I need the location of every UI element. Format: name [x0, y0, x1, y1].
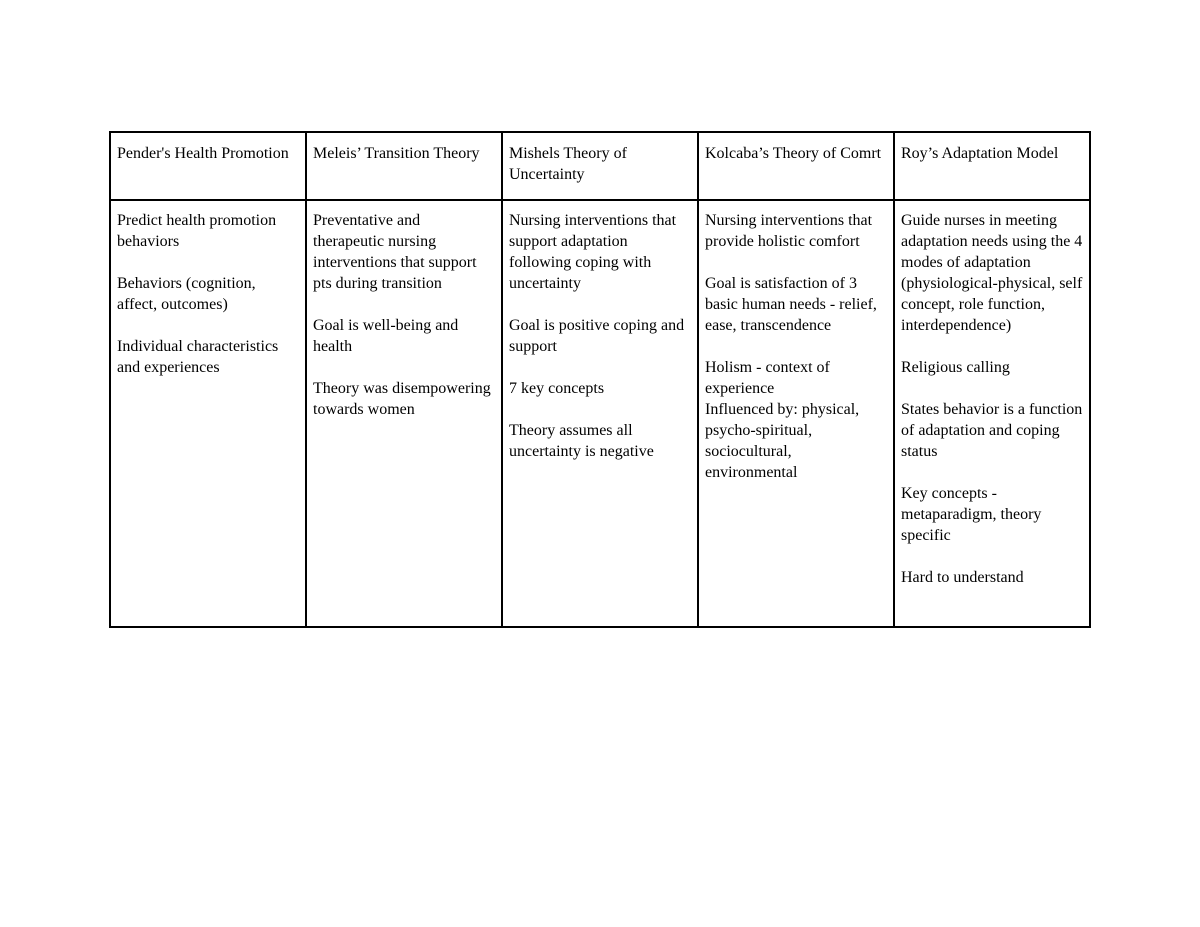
cell-paragraph: Goal is well-being and health	[313, 317, 459, 355]
cell-paragraph: Holism - context of experience	[705, 359, 830, 397]
header-cell-pender: Pender's Health Promotion	[110, 132, 306, 200]
cell-paragraph: Goal is positive coping and support	[509, 317, 685, 355]
body-cell-mishel	[502, 200, 698, 627]
cell-paragraph: Religious calling	[901, 359, 1010, 376]
cell-paragraph: Individual characteristics and experiences	[117, 338, 279, 376]
body-cell-kolcaba	[698, 200, 894, 627]
table-header-row	[110, 132, 1090, 200]
header-cell-roy: Roy’s Adaptation Model	[894, 132, 1090, 200]
cell-paragraph: Influenced by: physical, psycho-spiritual, sociocultural, environmental	[705, 401, 860, 481]
cell-paragraph: 7 key concepts	[509, 380, 605, 397]
cell-paragraph: Key concepts - metaparadigm, theory specific	[901, 485, 1042, 544]
header-cell-mishel: Mishels Theory of Uncertainty	[502, 132, 698, 200]
theories-table	[109, 131, 1091, 628]
cell-paragraph: States behavior is a function of adaptation and coping status	[901, 401, 1083, 460]
cell-paragraph: Nursing interventions that support adaptation following coping with uncertainty	[509, 212, 677, 292]
body-cell-meleis	[306, 200, 502, 627]
body-cell-pender	[110, 200, 306, 627]
cell-paragraph: Nursing interventions that provide holistic comfort	[705, 212, 873, 250]
cell-paragraph: Preventative and therapeutic nursing interventions that support pts during transition	[313, 212, 477, 292]
header-cell-kolcaba: Kolcaba’s Theory of Comrt	[698, 132, 894, 200]
cell-paragraph: Guide nurses in meeting adaptation needs using the 4 modes of adaptation (physiological-physical, self concept, role function, interdependence)	[901, 212, 1083, 334]
cell-paragraph: Theory was disempowering towards women	[313, 380, 491, 418]
header-cell-meleis: Meleis’ Transition Theory	[306, 132, 502, 200]
cell-paragraph: Theory assumes all uncertainty is negative	[509, 422, 654, 460]
table-row	[110, 200, 1090, 627]
cell-paragraph: Goal is satisfaction of 3 basic human needs - relief, ease, transcendence	[705, 275, 877, 334]
cell-paragraph: Hard to understand	[901, 569, 1024, 586]
cell-paragraph: Behaviors (cognition, affect, outcomes)	[117, 275, 256, 313]
body-cell-roy	[894, 200, 1090, 627]
cell-paragraph: Predict health promotion behaviors	[117, 212, 277, 250]
